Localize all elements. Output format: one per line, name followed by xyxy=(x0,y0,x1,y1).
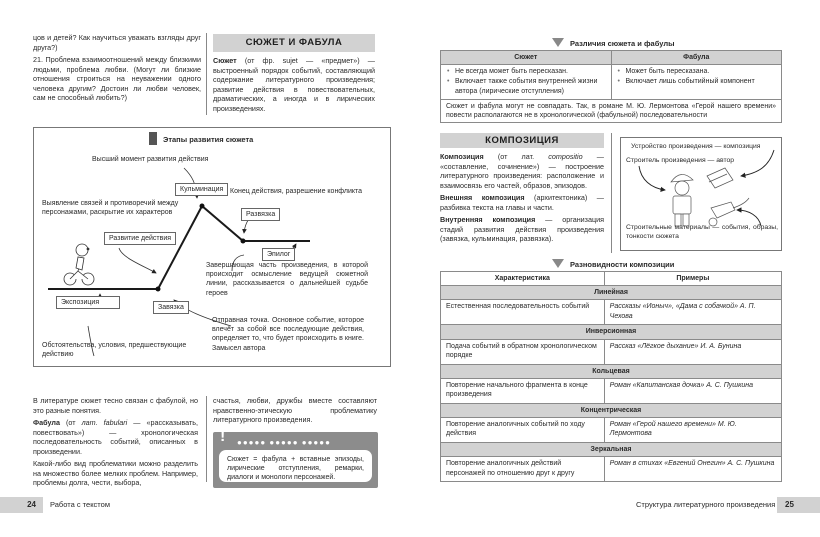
diagram-title: Этапы развития сюжета xyxy=(149,132,253,145)
left-bottom-col2 xyxy=(213,396,377,428)
group-concentric: Концентрическая xyxy=(441,403,782,417)
composition-types-table xyxy=(440,271,782,482)
sujet-vs-fabula-table xyxy=(440,50,782,123)
illustration-line-1: Устройство произведения — композиция xyxy=(631,143,761,150)
running-title-right: Структура литературного произведения xyxy=(636,500,776,509)
plot-stages-diagram xyxy=(33,127,391,367)
table1-title: Различия сюжета и фабулы xyxy=(552,38,675,49)
problematics-continued: счастья, любви, дружбы вместе составляют нравственно-этическую проблематику литературного произведения. xyxy=(213,396,377,424)
group-linear: Линейная xyxy=(441,286,782,300)
sujet-fabula-intro: В литературе сюжет тесно связан с фабулой, но это разные понятия. xyxy=(33,396,198,415)
table1-header-fabula: Фабула xyxy=(611,51,782,65)
left-top-text xyxy=(33,33,201,106)
sujet-term: Сюжет xyxy=(213,56,237,65)
fabula-definition: Фабула (от лат. fabulari — «рассказывать, повествовать») — хронологическая последовательность событий, описанных в произведении. xyxy=(33,418,198,456)
intro-paragraph-2: 21. Проблема взаимоотношений между близкими людьми, проблема любви. (Могут ли близкие отношения строиться на неуважении одного человека другим? Достоин ли любви человек, сам не способный любить?) xyxy=(33,55,201,102)
note-razvyazka: Конец действия, разрешение конфликта xyxy=(230,188,363,195)
cyclist-illustration xyxy=(64,244,94,285)
column-divider xyxy=(206,33,207,115)
stage-exposition: Экспозиция xyxy=(56,296,120,309)
sujet-text: (от фр. sujet — «предмет») — выстроенный порядок событий, составляющий содержание литературного произведения; развитие действия в повествовательных, драматических, а иногда и в лирических произведениях. xyxy=(213,56,375,113)
table2-header-examples: Примеры xyxy=(604,272,781,286)
note-text: Сюжет = фабула + вставные эпизоды, лирические отступления, ремарки, диалоги и монологи персонажей. xyxy=(219,450,372,482)
dots-decoration: ●●●●● ●●●●● ●●●●● xyxy=(237,438,331,447)
illustration-line-2: Строитель произведения — автор xyxy=(626,157,735,164)
column-divider-bottom xyxy=(206,396,207,482)
exclamation-icon: ! xyxy=(220,428,226,445)
table1-header-sujet: Сюжет xyxy=(441,51,612,65)
left-bottom-col1 xyxy=(33,396,198,491)
triangle-marker-icon-2 xyxy=(552,259,564,268)
illustration-line-3: Строительные материалы — события, образы, тонкости сюжета xyxy=(626,224,778,240)
group-mirror: Зеркальная xyxy=(441,443,782,457)
running-title-left: Работа с текстом xyxy=(50,500,110,509)
problematics-paragraph: Какой-либо вид проблематики можно разделить на множество более мелких проблем. Например, проблемы долга, чести, выбора, xyxy=(33,459,198,487)
section-title-composition: КОМПОЗИЦИЯ xyxy=(440,133,604,148)
sujet-definition xyxy=(213,56,375,113)
note-climax: Высший момент развития действия xyxy=(92,156,209,163)
section-title-sujet-fabula: СЮЖЕТ И ФАБУЛА xyxy=(213,34,375,52)
table-row: Повторение начального фрагмента в конце произведения Роман «Капитанская дочка» А. С. Пушкина xyxy=(441,378,782,403)
internal-composition-term: Внутренняя композиция xyxy=(440,215,536,224)
group-inversion: Инверсионная xyxy=(441,325,782,339)
triangle-marker-icon xyxy=(552,38,564,47)
page-number-left: 24 xyxy=(0,497,43,513)
composition-term: Композиция xyxy=(440,152,484,161)
table-row: Подача событий в обратном хронологическом порядке Рассказ «Лёгкое дыхание» И. А. Бунина xyxy=(441,339,782,364)
stage-epilogue: Эпилог xyxy=(262,248,295,261)
stage-zavyazka: Завязка xyxy=(153,301,189,314)
table1-footnote: Сюжет и фабула могут не совпадать. Так, в романе М. Ю. Лермонтова «Герой нашего времени» повести располагаются не в хронологической (фабульной) последовательности xyxy=(441,99,782,122)
composition-definitions: Композиция (от лат. compositio — «составление, сочинение») — построение литературного произведения: расположение и взаимосвязь его частей, образов, эпизодов. Внешняя композиция (архитектоника) — разбивка текста на главы и части. Внутренняя композиция — организация стадий развития действия произведения (завязка, кульминация, развязка). xyxy=(440,152,604,243)
fabula-term: Фабула xyxy=(33,418,60,427)
table-row: Естественная последовательность событий Рассказы «Ионыч», «Дама с собачкой» А. П. Чехова xyxy=(441,300,782,325)
table2-header-characteristic: Характеристика xyxy=(441,272,605,286)
table-row: Повторение аналогичных событий по ходу действия Роман «Герой нашего времени» М. Ю. Лермонтова xyxy=(441,418,782,443)
table2-title: Разновидности композиции xyxy=(552,259,674,270)
fabula-features: • Может быть пересказана. • Включает лишь событийный компонент xyxy=(611,65,782,100)
stage-development: Развитие действия xyxy=(104,232,176,245)
stage-climax: Кульминация xyxy=(175,183,228,196)
intro-paragraph-1: цов и детей? Как научиться уважать взгляды друг друга?) xyxy=(33,33,201,52)
note-exposition: Обстоятельства, условия, предшествующие действию xyxy=(42,342,187,359)
sujet-features: • Не всегда может быть пересказан. • Включает также события внутренней жизни автора (лирические отступления) xyxy=(441,65,612,100)
external-composition-term: Внешняя композиция xyxy=(440,193,525,202)
table-row: Повторение аналогичных действий персонажей по отношению друг к другу Роман в стихах «Евгений Онегин» А. С. Пушкина xyxy=(441,457,782,482)
builder-illustration-box xyxy=(620,137,782,251)
stage-razvyazka: Развязка xyxy=(241,208,280,221)
note-zavyazka: Отправная точка. Основное событие, которое влечёт за собой все последующие действия, определяет то, что будет происходить в книге. Замысел автора xyxy=(212,317,364,352)
group-ring: Кольцевая xyxy=(441,364,782,378)
note-epilogue: Завершающая часть произведения, в которой происходит осмысление ведущей сюжетной линии, рассказывается о дальнейшей судьбе героев xyxy=(206,262,368,297)
column-divider-right xyxy=(611,133,612,253)
note-box xyxy=(213,428,378,488)
note-development: Выявление связей и противоречий между персонажами, раскрытие их характеров xyxy=(42,200,179,217)
page-number-right: 25 xyxy=(777,497,820,513)
